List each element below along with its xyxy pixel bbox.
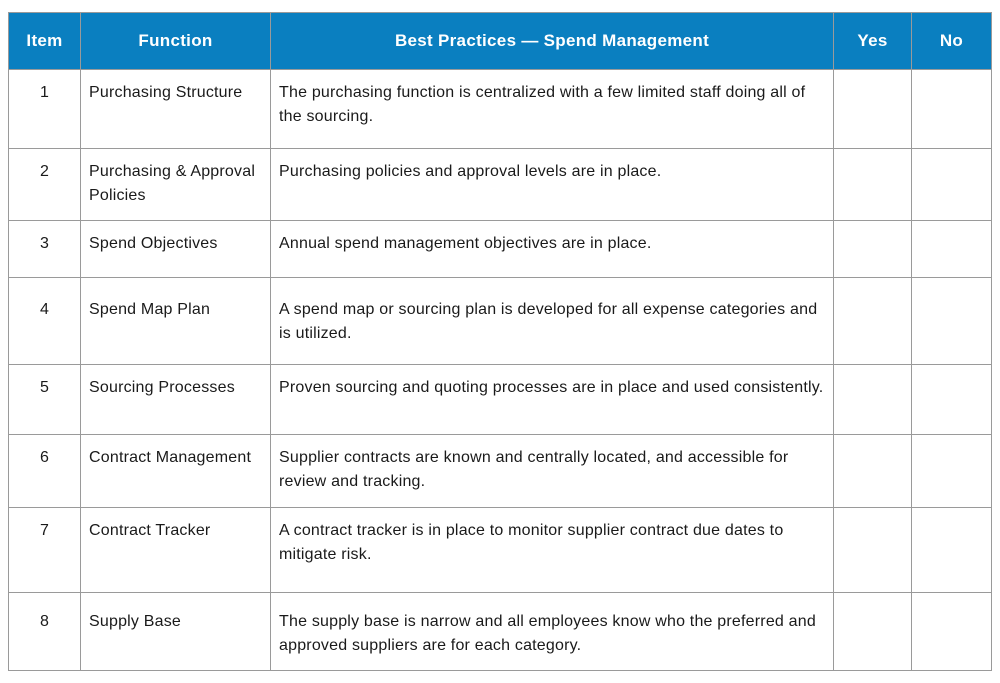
table-row xyxy=(9,435,992,508)
row-function: Sourcing Processes xyxy=(81,365,271,435)
row-function: Contract Management xyxy=(81,435,271,508)
row-no-cell[interactable] xyxy=(912,70,992,149)
header-function: Function xyxy=(81,13,271,70)
header-best-practices: Best Practices — Spend Management xyxy=(271,13,834,70)
row-item-number: 5 xyxy=(9,365,81,435)
header-row xyxy=(9,13,992,70)
header-no: No xyxy=(912,13,992,70)
row-practice: Annual spend management objectives are in place. xyxy=(271,221,834,278)
row-function: Purchasing Structure xyxy=(81,70,271,149)
table-row xyxy=(9,70,992,149)
row-yes-cell[interactable] xyxy=(834,508,912,593)
row-item-number: 8 xyxy=(9,593,81,671)
row-item-number: 2 xyxy=(9,149,81,221)
table-row xyxy=(9,149,992,221)
row-item-number: 3 xyxy=(9,221,81,278)
row-practice: Supplier contracts are known and centrally located, and accessible for review and tracking. xyxy=(271,435,834,508)
row-yes-cell[interactable] xyxy=(834,365,912,435)
row-function: Spend Objectives xyxy=(81,221,271,278)
row-item-number: 4 xyxy=(9,278,81,365)
spend-management-checklist-table xyxy=(8,12,992,671)
row-practice: The supply base is narrow and all employees know who the preferred and approved suppliers are for each category. xyxy=(271,593,834,671)
table-row xyxy=(9,221,992,278)
row-practice: The purchasing function is centralized with a few limited staff doing all of the sourcing. xyxy=(271,70,834,149)
row-practice: Proven sourcing and quoting processes are in place and used consistently. xyxy=(271,365,834,435)
table-row xyxy=(9,278,992,365)
row-item-number: 7 xyxy=(9,508,81,593)
row-yes-cell[interactable] xyxy=(834,221,912,278)
row-yes-cell[interactable] xyxy=(834,435,912,508)
row-no-cell[interactable] xyxy=(912,365,992,435)
table-row xyxy=(9,508,992,593)
row-no-cell[interactable] xyxy=(912,593,992,671)
row-function: Spend Map Plan xyxy=(81,278,271,365)
row-no-cell[interactable] xyxy=(912,221,992,278)
row-function: Contract Tracker xyxy=(81,508,271,593)
row-practice: A contract tracker is in place to monitor supplier contract due dates to mitigate risk. xyxy=(271,508,834,593)
row-practice: Purchasing policies and approval levels are in place. xyxy=(271,149,834,221)
row-function: Supply Base xyxy=(81,593,271,671)
row-yes-cell[interactable] xyxy=(834,70,912,149)
row-yes-cell[interactable] xyxy=(834,149,912,221)
row-yes-cell[interactable] xyxy=(834,278,912,365)
row-item-number: 6 xyxy=(9,435,81,508)
row-no-cell[interactable] xyxy=(912,149,992,221)
row-item-number: 1 xyxy=(9,70,81,149)
row-no-cell[interactable] xyxy=(912,278,992,365)
header-item: Item xyxy=(9,13,81,70)
row-practice: A spend map or sourcing plan is developed for all expense categories and is utilized. xyxy=(271,278,834,365)
row-no-cell[interactable] xyxy=(912,435,992,508)
row-yes-cell[interactable] xyxy=(834,593,912,671)
table-row xyxy=(9,365,992,435)
header-yes: Yes xyxy=(834,13,912,70)
row-function: Purchasing & Approval Policies xyxy=(81,149,271,221)
row-no-cell[interactable] xyxy=(912,508,992,593)
table-row xyxy=(9,593,992,671)
